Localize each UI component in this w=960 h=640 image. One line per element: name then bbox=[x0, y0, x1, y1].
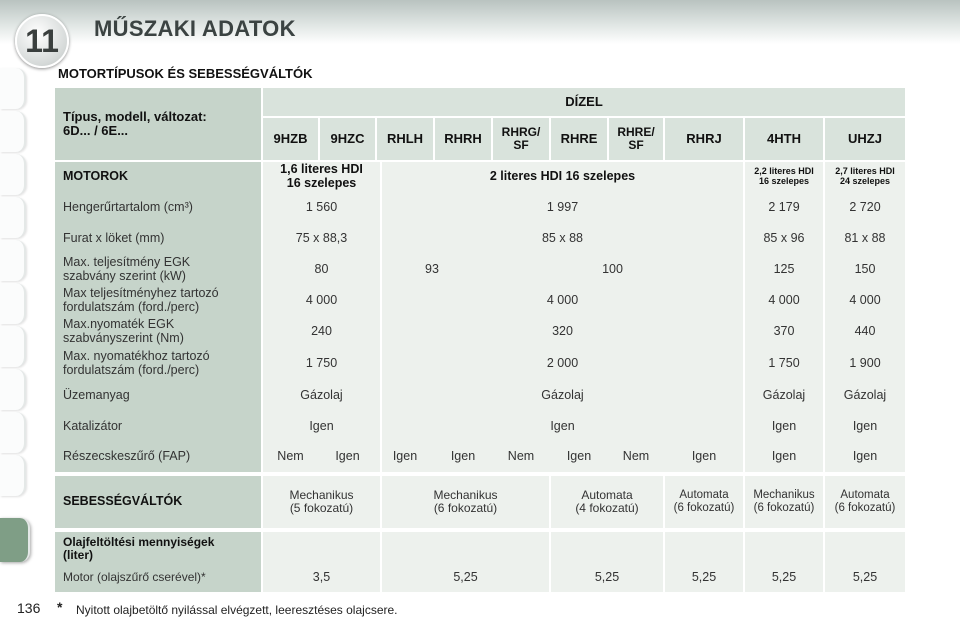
side-tab[interactable] bbox=[0, 369, 26, 410]
gearbox-cell: Automata (6 fokozatú) bbox=[834, 489, 896, 514]
value-cell: 1 560 bbox=[305, 200, 338, 215]
side-tab[interactable] bbox=[0, 111, 26, 152]
value-cell: 1 750 bbox=[305, 356, 338, 371]
value-cell: Igen bbox=[771, 449, 797, 464]
value-cell: Igen bbox=[852, 419, 878, 434]
value-cell: 150 bbox=[854, 262, 876, 277]
value-cell: 85 x 88 bbox=[541, 231, 583, 246]
engine-hdi20: 2 literes HDI 16 szelepes bbox=[489, 169, 636, 184]
value-cell: Igen bbox=[335, 449, 360, 464]
gearbox-cell: Mechanikus (5 fokozatú) bbox=[289, 487, 354, 515]
gearbox-cell: Mechanikus (6 fokozatú) bbox=[753, 489, 815, 514]
code-header: RHLH bbox=[386, 130, 424, 146]
side-tab[interactable] bbox=[0, 68, 26, 109]
code-header: UHZJ bbox=[848, 130, 882, 146]
value-cell: 125 bbox=[773, 262, 795, 277]
code-header: RHRE bbox=[560, 130, 598, 146]
gearbox-cell: Automata (4 fokozatú) bbox=[575, 487, 639, 515]
oil-value: 5,25 bbox=[691, 570, 717, 585]
oil-label: Olajfeltöltési mennyiségek (liter) bbox=[63, 534, 215, 562]
row-label: Max.nyomaték EGK szabványszerint (Nm) bbox=[63, 317, 184, 345]
corner-label: Típus, modell, változat: 6D... / 6E... bbox=[63, 108, 207, 138]
code-header: 9HZB bbox=[273, 130, 308, 146]
value-cell: Gázolaj bbox=[300, 388, 343, 403]
code-header: RHRH bbox=[444, 130, 482, 146]
side-tab-bar bbox=[0, 68, 26, 568]
value-cell: Nem bbox=[622, 449, 650, 464]
oil-value: 5,25 bbox=[594, 570, 620, 585]
value-cell: 2 179 bbox=[768, 200, 800, 215]
footnote-text: Nyitott olajbetöltő nyilással elvégzett, leeresztéses olajcsere. bbox=[76, 603, 398, 617]
side-tab[interactable] bbox=[0, 326, 26, 367]
value-cell: 440 bbox=[854, 324, 876, 339]
value-cell: 81 x 88 bbox=[844, 231, 886, 246]
value-cell: 93 bbox=[425, 262, 439, 277]
engine-hdi22: 2,2 literes HDI 16 szelepes bbox=[754, 166, 814, 186]
engine-hdi27: 2,7 literes HDI 24 szelepes bbox=[835, 166, 895, 186]
value-cell: 320 bbox=[552, 324, 573, 339]
row-label: Katalizátor bbox=[63, 419, 123, 434]
value-cell: 4 000 bbox=[305, 293, 338, 308]
gearbox-cell: Automata (6 fokozatú) bbox=[673, 489, 735, 514]
side-tab[interactable] bbox=[0, 240, 26, 281]
side-tab[interactable] bbox=[0, 455, 26, 496]
page-number: 136 bbox=[17, 600, 41, 616]
code-header: RHRG/ SF bbox=[501, 124, 541, 152]
value-cell: Igen bbox=[309, 419, 334, 434]
row-label: Furat x löket (mm) bbox=[63, 231, 165, 246]
value-cell: 4 000 bbox=[768, 293, 800, 308]
value-cell: 100 bbox=[602, 262, 623, 277]
gearbox-label: SEBESSÉGVÁLTÓK bbox=[63, 494, 183, 509]
code-header: 9HZC bbox=[330, 130, 365, 146]
side-tab[interactable] bbox=[0, 412, 26, 453]
engine-hdi16: 1,6 literes HDI 16 szelepes bbox=[280, 162, 363, 190]
side-tab[interactable] bbox=[0, 283, 26, 324]
value-cell: 4 000 bbox=[849, 293, 881, 308]
value-cell: 2 720 bbox=[849, 200, 881, 215]
gearbox-cell: Mechanikus (6 fokozatú) bbox=[433, 487, 498, 515]
section-title: MOTORTÍPUSOK ÉS SEBESSÉGVÁLTÓK bbox=[58, 66, 313, 81]
value-cell: 1 900 bbox=[849, 356, 881, 371]
motorok-label: MOTOROK bbox=[63, 169, 129, 184]
footnote-mark: * bbox=[57, 599, 63, 615]
value-cell: Gázolaj bbox=[762, 388, 806, 403]
side-tab[interactable] bbox=[0, 197, 26, 238]
oil-value: 5,25 bbox=[771, 570, 797, 585]
value-cell: Igen bbox=[392, 449, 418, 464]
code-header: RHRE/ SF bbox=[617, 124, 655, 152]
side-tab[interactable] bbox=[0, 154, 26, 195]
value-cell: 1 750 bbox=[768, 356, 800, 371]
value-cell: Gázolaj bbox=[843, 388, 887, 403]
row-label: Részecskeszűrő (FAP) bbox=[63, 449, 191, 464]
code-header: RHRJ bbox=[686, 130, 722, 146]
value-cell: 85 x 96 bbox=[763, 231, 805, 246]
value-cell: Igen bbox=[691, 449, 717, 464]
value-cell: Igen bbox=[566, 449, 592, 464]
value-cell: 4 000 bbox=[546, 293, 579, 308]
code-header: 4HTH bbox=[767, 130, 801, 146]
value-cell: Igen bbox=[852, 449, 878, 464]
value-cell: 370 bbox=[773, 324, 795, 339]
value-cell: 240 bbox=[311, 324, 332, 339]
row-label: Hengerűrtartalom (cm³) bbox=[63, 200, 193, 215]
row-label: Max teljesítményhez tartozó fordulatszám (ford./perc) bbox=[63, 286, 219, 314]
oil-value: 5,25 bbox=[453, 570, 478, 585]
group-header-diesel: DÍZEL bbox=[565, 93, 603, 109]
value-cell: 2 000 bbox=[546, 356, 579, 371]
value-cell: Gázolaj bbox=[541, 388, 584, 403]
chapter-title: MŰSZAKI ADATOK bbox=[94, 16, 296, 41]
value-cell: Igen bbox=[550, 419, 575, 434]
value-cell: 75 x 88,3 bbox=[295, 231, 348, 246]
value-cell: Igen bbox=[771, 419, 797, 434]
value-cell: Igen bbox=[450, 449, 476, 464]
side-tab-active[interactable] bbox=[0, 518, 30, 562]
oil-value: 3,5 bbox=[312, 570, 331, 585]
value-cell: 1 997 bbox=[546, 200, 579, 215]
row-label: Max. nyomatékhoz tartozó fordulatszám (ford./perc) bbox=[63, 349, 210, 377]
oil-value: 5,25 bbox=[852, 570, 878, 585]
value-cell: Nem bbox=[507, 449, 535, 464]
value-cell: Nem bbox=[277, 449, 304, 464]
row-label: Üzemanyag bbox=[63, 388, 130, 403]
oil-row-label: Motor (olajszűrő cserével)* bbox=[63, 570, 206, 585]
chapter-number-badge: 11 bbox=[15, 14, 69, 68]
value-cell: 80 bbox=[314, 262, 329, 277]
row-label: Max. teljesítmény EGK szabvány szerint (kW) bbox=[63, 255, 191, 283]
